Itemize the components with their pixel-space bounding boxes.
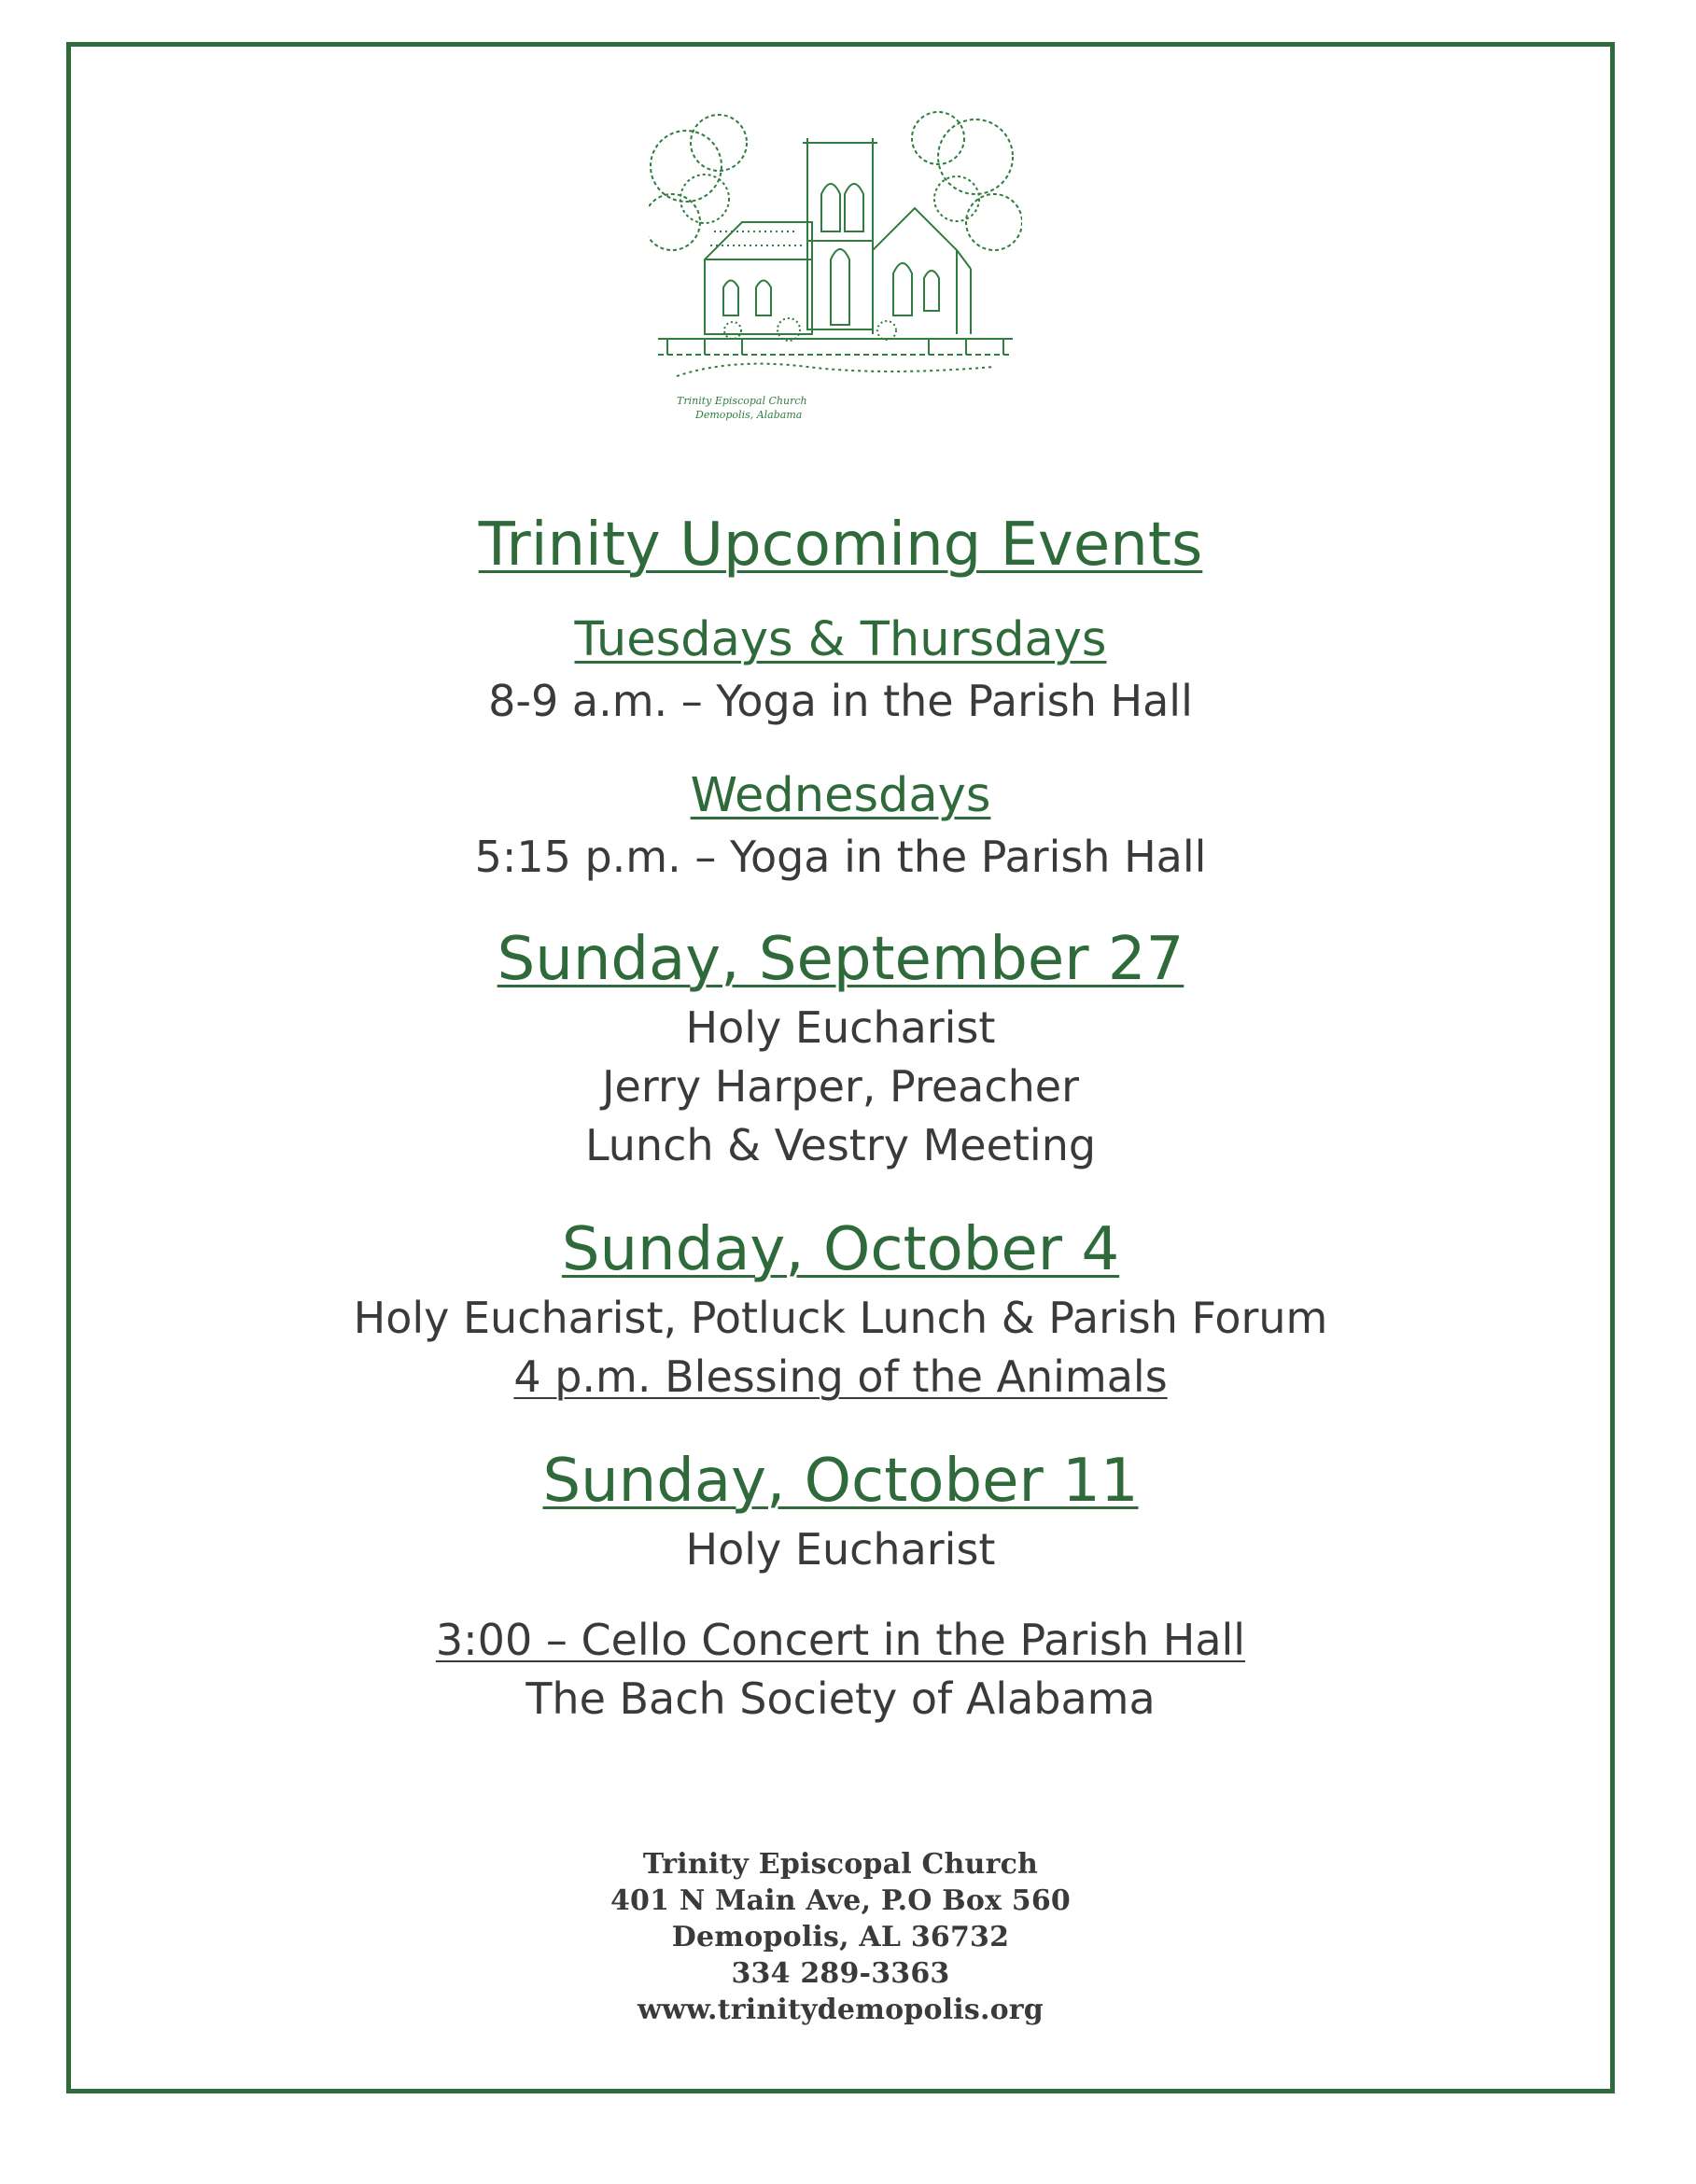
events-section [71,504,1610,1729]
event-heading: Sunday, September 27 [497,925,1184,994]
event-line: 3:00 – Cello Concert in the Parish Hall [435,1615,1246,1665]
event-line: Holy Eucharist [685,1524,996,1575]
sketch-caption-line2: Demopolis, Alabama [695,409,803,421]
event-line: Lunch & Vestry Meeting [584,1120,1097,1170]
church-address: 401 N Main Ave, P.O Box 560 [610,1884,1072,1917]
church-tower-icon [803,138,877,329]
church-website[interactable]: www.trinitydemopolis.org [638,1994,1044,2026]
event-line: Jerry Harper, Preacher [601,1061,1080,1112]
church-contact-footer [71,1846,1610,2028]
church-sketch-image [649,110,1022,437]
fence-icon [658,339,1013,376]
event-line: 5:15 p.m. – Yoga in the Parish Hall [474,832,1207,882]
event-sep27 [71,920,1610,1175]
event-tue-thu [71,609,1610,731]
event-heading: Sunday, October 11 [542,1447,1139,1516]
event-heading: Wednesdays [690,768,991,823]
event-oct4 [71,1211,1610,1407]
tree-left-icon [649,115,747,250]
event-line: 4 p.m. Blessing of the Animals [513,1351,1168,1402]
event-line: Holy Eucharist [685,1002,996,1053]
event-line: Holy Eucharist, Potluck Lunch & Parish Forum [353,1293,1328,1343]
church-city: Demopolis, AL 36732 [671,1921,1010,1953]
sketch-caption-line1: Trinity Episcopal Church [677,395,807,407]
tree-right-icon [912,112,1022,250]
church-name: Trinity Episcopal Church [642,1848,1039,1881]
church-gable-right-icon [873,208,971,334]
event-oct11 [71,1442,1610,1729]
event-line: 8-9 a.m. – Yoga in the Parish Hall [488,676,1193,726]
event-heading: Sunday, October 4 [561,1215,1120,1284]
church-nave-left-icon [705,222,812,334]
event-wed [71,764,1610,887]
event-heading: Tuesdays & Thursdays [574,612,1107,667]
church-phone: 334 289-3363 [731,1957,950,1990]
event-line: The Bach Society of Alabama [526,1673,1156,1724]
page-title: Trinity Upcoming Events [478,511,1203,580]
